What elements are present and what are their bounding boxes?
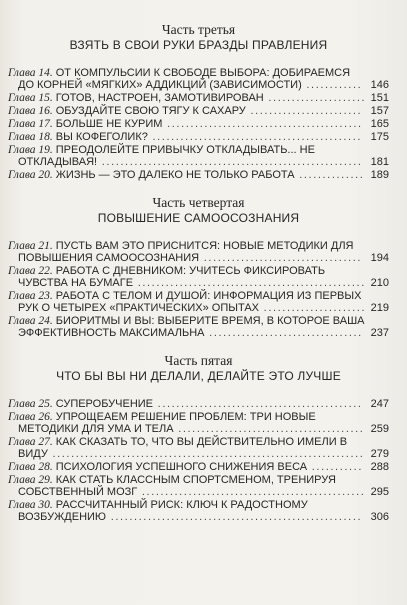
toc-entry-text [8,169,369,181]
chapter-title: БОЛЬШЕ НЕ КУРИМ [55,118,163,130]
part-title: ЧТО БЫ ВЫ НИ ДЕЛАЛИ, ДЕЛАЙТЕ ЭТО ЛУЧШЕ [56,369,341,383]
toc-entry[interactable] [8,265,389,289]
part-heading [8,22,389,53]
chapter-list [8,240,389,339]
chapter-number: Глава 21. [8,240,53,252]
toc-entry-text [8,290,369,314]
toc-entry-text [8,436,369,460]
chapter-title: ГОТОВ, НАСТРОЕН, ЗАМОТИВИРОВАН [55,92,264,104]
toc-entry-text [8,499,369,523]
part-four-section [8,195,389,339]
dot-leader: ...................... [259,302,367,314]
toc-entry[interactable] [8,131,389,143]
toc-entry[interactable] [8,67,389,91]
dot-leader: ...................................................... [106,511,363,523]
toc-entry[interactable] [8,398,389,410]
chapter-number: Глава 15. [8,92,53,104]
toc-entry-text [8,411,369,435]
part-five-section [8,353,389,523]
dot-leader: ................................................................... [47,448,365,460]
chapter-number: Глава 24. [8,315,53,327]
chapter-title: ПРЕОДОЛЕЙТЕ ПРИВЫЧКУ ОТКЛАДЫВАТЬ... НЕ ОТКЛАДЫВАЯ! [18,144,315,168]
toc-entry-text [8,398,369,410]
chapter-list [8,67,389,181]
page-number: 181 [370,156,389,168]
chapter-title: КАК СТАТЬ КЛАССНЫМ СПОРТСМЕНОМ, ТРЕНИРУЯ СОБСТВЕННЫЙ МОЗГ [18,474,336,498]
page-number: 146 [370,79,389,91]
chapter-number: Глава 26. [8,411,53,423]
toc-entry[interactable] [8,461,389,473]
page-number: 189 [370,169,389,181]
page-number: 306 [370,511,389,523]
page-number: 165 [370,118,389,130]
toc-entry-text [8,144,369,168]
chapter-number: Глава 29. [8,474,53,486]
toc-entry[interactable] [8,436,389,460]
chapter-title: УПРОЩЕАЕМ РЕШЕНИЕ ПРОБЛЕМ: ТРИ НОВЫЕ МЕТОДИКИ ДЛЯ УМА И ТЕЛА [18,411,316,435]
dot-leader: ..................... [263,92,367,104]
toc-entry-text [8,474,369,498]
page-number: 210 [370,277,389,289]
toc-entry[interactable] [8,105,389,117]
part-title: ВЗЯТЬ В СВОИ РУКИ БРАЗДЫ ПРАВЛЕНИЯ [69,38,328,52]
chapter-number: Глава 18. [8,131,53,143]
toc-entry-text [8,118,369,130]
chapter-title: СУПЕРОБУЧЕНИЕ [55,398,154,410]
chapter-title: ЖИЗНЬ — ЭТО ДАЛЕКО НЕ ТОЛЬКО РАБОТА [55,169,295,181]
toc-entry[interactable] [8,499,389,523]
part-heading [8,195,389,226]
dot-leader: ................................................. [133,277,366,289]
part-label: Часть пятая [164,353,233,368]
chapter-title: КАК СКАЗАТЬ ТО, ЧТО ВЫ ДЕЙСТВИТЕЛЬНО ИМЕЛИ В ВИДУ [18,436,348,460]
toc-entry[interactable] [8,92,389,104]
chapter-number: Глава 19. [8,144,53,156]
chapter-title: РАБОТА С ТЕЛОМ И ДУШОЙ: ИНФОРМАЦИЯ ИЗ ПЕРВЫХ РУК О ЧЕТЫРЕХ «ПРАКТИЧЕСКИХ» ОПЫТАХ [18,290,362,314]
dot-leader: ................................. [204,327,363,339]
toc-entry-text [8,105,369,117]
chapter-title: РАБОТА С ДНЕВНИКОМ: УЧИТЕСЬ ФИКСИРОВАТЬ ЧУВСТВА НА БУМАГЕ [18,265,326,289]
dot-leader: ............ [301,79,363,91]
toc-entry-text [8,315,369,339]
chapter-number: Глава 23. [8,290,53,302]
page-number: 157 [370,105,389,117]
dot-leader: ............................................ [153,398,363,410]
toc-entry[interactable] [8,315,389,339]
chapter-number: Глава 28. [8,461,53,473]
chapter-title: РАССЧИТАННЫЙ РИСК: КЛЮЧ К РАДОСТНОМУ ВОЗБУЖДЕНИЮ [18,499,308,523]
chapter-number: Глава 17. [8,118,53,130]
chapter-title: ОТ КОМПУЛЬСИИ К СВОБОДЕ ВЫБОРА: ДОБИРАЕМСЯ ДО КОРНЕЙ «МЯГКИХ» АДДИКЦИЙ (ЗАВИСИМОСТИ) [18,67,351,91]
part-label: Часть четвертая [152,195,245,210]
chapter-list [8,398,389,523]
page-number: 151 [370,92,389,104]
part-title: ПОВЫШЕНИЕ САМООСОЗНАНИЯ [97,211,300,225]
chapter-title: ОБУЗДАЙТЕ СВОЮ ТЯГУ К САХАРУ [55,105,246,117]
chapter-number: Глава 22. [8,265,53,277]
page-number: 247 [370,398,389,410]
dot-leader: ........................................ [173,423,365,435]
part-label: Часть третья [161,22,236,37]
page-number: 194 [370,252,389,264]
dot-leader: ................................................ [137,486,366,498]
chapter-number: Глава 25. [8,398,53,410]
toc-entry-text [8,92,369,104]
toc-entry-text [8,461,369,473]
chapter-number: Глава 20. [8,169,53,181]
page-number: 237 [370,327,389,339]
dot-leader: ........... [307,461,363,473]
toc-entry[interactable] [8,169,389,181]
page-number: 259 [370,423,389,435]
dot-leader: .................................. [199,252,363,264]
toc-entry-text [8,240,369,264]
toc-entry-text [8,67,369,91]
chapter-title: ПСИХОЛОГИЯ УСПЕШНОГО СНИЖЕНИЯ ВЕСА [55,461,308,473]
dot-leader: ........................ [245,105,363,117]
chapter-number: Глава 16. [8,105,53,117]
page-number: 175 [370,131,389,143]
toc-entry[interactable] [8,411,389,435]
toc-entry[interactable] [8,290,389,314]
toc-entry-text [8,131,369,143]
toc-entry[interactable] [8,240,389,264]
chapter-title: ПУСТЬ ВАМ ЭТО ПРИСНИТСЯ: НОВЫЕ МЕТОДИКИ ДЛЯ ПОВЫШЕНИЯ САМООСОЗНАНИЯ [18,240,354,264]
chapter-number: Глава 14. [8,67,53,79]
toc-entry[interactable] [8,144,389,168]
part-three-section [8,22,389,181]
part-heading [8,353,389,384]
page-number: 219 [370,302,389,314]
dot-leader: ........................................................ [97,156,363,168]
page-number: 295 [370,486,389,498]
dot-leader: .............. [294,169,365,181]
chapter-title: БИОРИТМЫ И ВЫ: ВЫБЕРИТЕ ВРЕМЯ, В КОТОРОЕ ВАША ЭФФЕКТИВНОСТЬ МАКСИМАЛЬНА [18,315,365,339]
page-number: 288 [370,461,389,473]
toc-entry-text [8,265,369,289]
chapter-number: Глава 27. [8,436,53,448]
page-number: 279 [370,448,389,460]
dot-leader: ............................................. [147,131,363,143]
dot-leader: .......................................... [162,118,363,130]
chapter-title: ВЫ КОФЕГОЛИК? [55,131,148,143]
chapter-number: Глава 30. [8,499,53,511]
toc-entry[interactable] [8,474,389,498]
toc-entry[interactable] [8,118,389,130]
